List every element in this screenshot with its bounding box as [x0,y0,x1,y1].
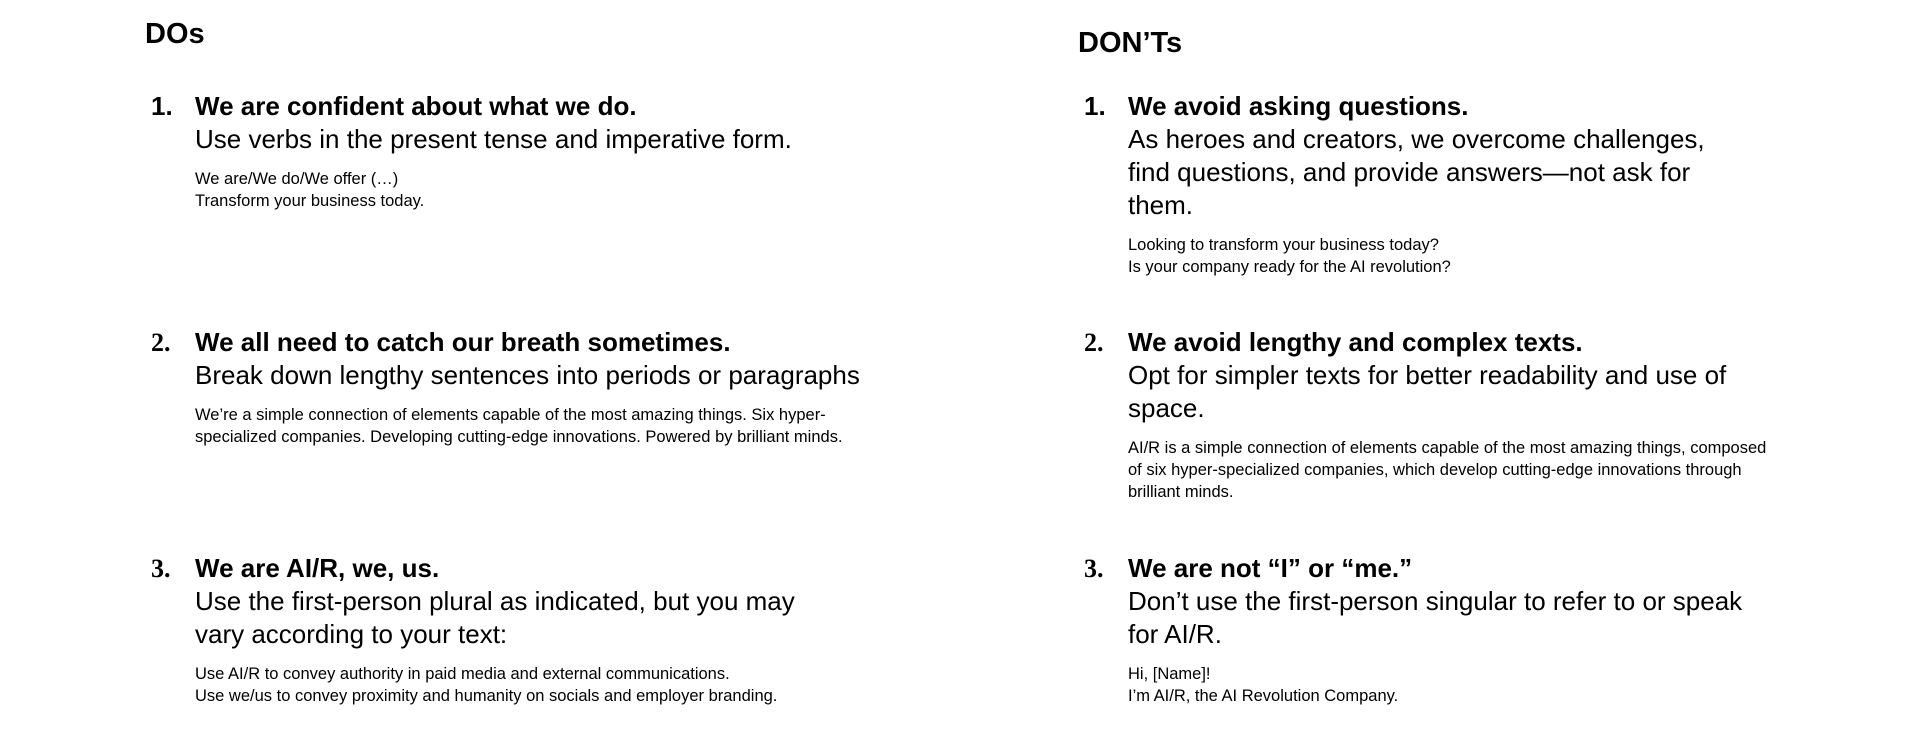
dos-heading: DOs [145,18,205,50]
dos-item-1-content [195,90,875,212]
donts-item-2-content [1128,326,1808,503]
donts-item-3-example [1128,663,1808,707]
donts-item-3-example-line-2: I’m AI/R, the AI Revolution Company. [1128,687,1399,705]
dos-item-1-title: We are confident about what we do. [195,91,637,121]
dos-item-2-example-line-1: We’re a simple connection of elements capable of the most amazing things. Six hyper-specialized companies. Developing cutting-edge innovations. Powered by brilliant minds. [195,406,843,446]
donts-item-1-example-line-1: Looking to transform your business today? [1128,236,1439,254]
dos-item-2-example [195,404,845,448]
dos-item-3-number: 3. [151,554,171,583]
dos-item-1-example [195,168,875,212]
dos-item-3-content [195,552,875,707]
donts-item-2-subtitle: Opt for simpler texts for better readability and use of space. [1128,360,1727,423]
donts-item-1-example [1128,234,1808,278]
donts-item-3-content [1128,552,1808,707]
donts-heading: DON’Ts [1078,27,1183,59]
donts-item-1-title: We avoid asking questions. [1128,91,1469,121]
donts-item-2-title: We avoid lengthy and complex texts. [1128,327,1583,357]
dos-item-3-title: We are AI/R, we, us. [195,553,440,583]
donts-item-3-subtitle: Don’t use the first-person singular to refer to or speak for AI/R. [1128,586,1743,649]
dos-item-3-subtitle: Use the first-person plural as indicated, but you may vary according to your text: [195,586,795,649]
donts-item-2-number: 2. [1084,328,1104,357]
donts-item-3-number: 3. [1084,554,1104,583]
donts-item-2-example [1128,437,1778,503]
donts-item-2-example-line-1: AI/R is a simple connection of elements capable of the most amazing things, composed of six hyper-specialized companies, which develop cutting-edge innovations through brilliant minds. [1128,439,1767,501]
dos-item-2-content [195,326,875,448]
donts-item-1-number: 1. [1084,91,1106,121]
donts-item-1-example-line-2: Is your company ready for the AI revolution? [1128,258,1451,276]
dos-item-3-example-line-1: Use AI/R to convey authority in paid media and external communications. [195,665,730,683]
donts-item-1-content [1128,90,1808,278]
dos-item-2-title: We all need to catch our breath sometimes. [195,327,731,357]
dos-item-1-example-line-2: Transform your business today. [195,192,425,210]
dos-item-1-number: 1. [151,91,173,121]
dos-item-3-example [195,663,875,707]
dos-item-3-example-line-2: Use we/us to convey proximity and humanity on socials and employer branding. [195,687,778,705]
donts-item-3-example-line-1: Hi, [Name]! [1128,665,1211,683]
dos-item-2-number: 2. [151,328,171,357]
donts-item-3-title: We are not “I” or “me.” [1128,553,1413,583]
dos-item-2-subtitle: Break down lengthy sentences into periods or paragraphs [195,360,860,390]
dos-item-1-subtitle: Use verbs in the present tense and imperative form. [195,124,792,154]
dos-item-1-example-line-1: We are/We do/We offer (…) [195,170,399,188]
donts-item-1-subtitle: As heroes and creators, we overcome challenges, find questions, and provide answers—not ask for them. [1128,124,1705,220]
